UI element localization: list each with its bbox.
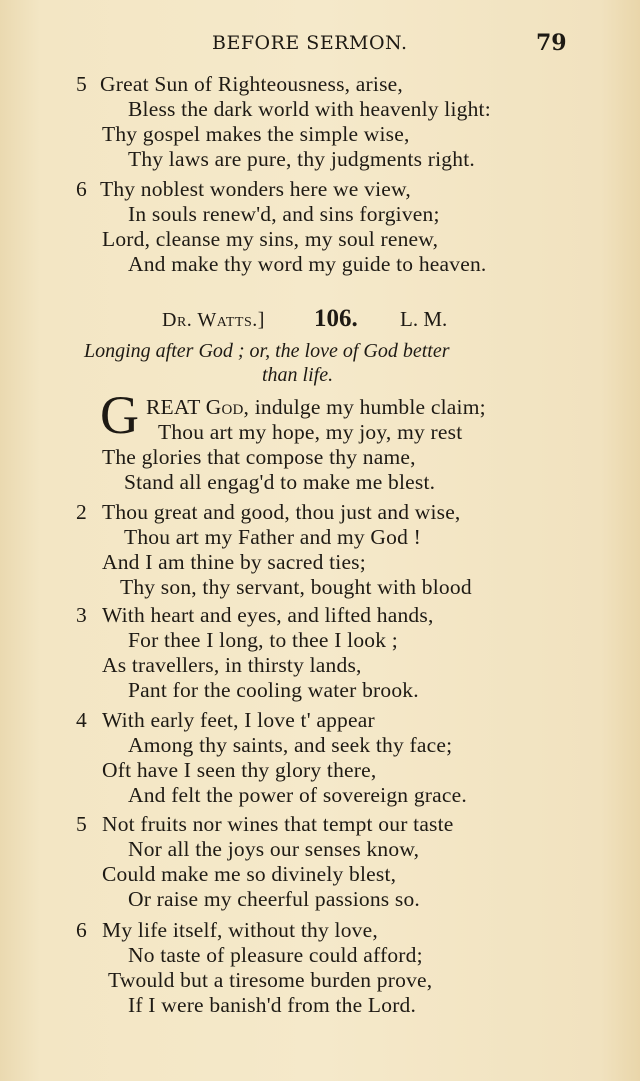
hymn-subtitle-line-2: than life.	[262, 364, 334, 386]
verse-line: Could make me so divinely blest,	[102, 862, 397, 886]
hymn-subtitle-line-1: Longing after God ; or, the love of God better	[84, 340, 450, 362]
verse-line: Thou great and good, thou just and wise,	[102, 500, 461, 524]
verse-line: Pant for the cooling water brook.	[128, 678, 419, 702]
drop-cap: G	[100, 385, 139, 445]
verse-line: No taste of pleasure could afford;	[128, 943, 423, 967]
verse-line: Thy son, thy servant, bought with blood	[120, 575, 472, 599]
verse-line: My life itself, without thy love,	[102, 918, 378, 942]
verse-line: Thy noblest wonders here we view,	[100, 177, 411, 201]
verse-line: Thy laws are pure, thy judgments right.	[128, 147, 475, 171]
verse-line: With heart and eyes, and lifted hands,	[102, 603, 434, 627]
verse-line: Great Sun of Righteousness, arise,	[100, 72, 403, 96]
first-line-rest: , indulge my humble claim;	[243, 395, 486, 419]
verse-line: Not fruits nor wines that tempt our taste	[102, 812, 454, 836]
page-number: 79	[536, 30, 567, 56]
verse-line: And make thy word my guide to heaven.	[128, 252, 487, 276]
verse-line: Oft have I seen thy glory there,	[102, 758, 377, 782]
verse-line: The glories that compose thy name,	[102, 445, 416, 469]
stanza-number: 6	[76, 177, 87, 201]
verse-line: Lord, cleanse my sins, my soul renew,	[102, 227, 439, 251]
first-line-smallcaps: God	[205, 395, 244, 419]
verse-line: Or raise my cheerful passions so.	[128, 887, 420, 911]
hymn-meter: L. M.	[400, 307, 448, 331]
verse-line: As travellers, in thirsty lands,	[102, 653, 362, 677]
stanza-number: 2	[76, 500, 87, 524]
verse-line: And felt the power of sovereign grace.	[128, 783, 467, 807]
verse-line: Among thy saints, and seek thy face;	[128, 733, 453, 757]
stanza-number: 3	[76, 603, 87, 627]
verse-line: Thy gospel makes the simple wise,	[102, 122, 410, 146]
stanza-number: 5	[76, 72, 87, 96]
verse-line: If I were banish'd from the Lord.	[128, 993, 417, 1017]
hymn-heading	[0, 305, 640, 335]
hymn-author: Dr. Watts.]	[162, 309, 265, 331]
first-word-caps: REAT	[146, 395, 201, 419]
verse-line: Twould but a tiresome burden prove,	[108, 968, 433, 992]
page-header	[0, 30, 640, 58]
verse-line	[146, 395, 486, 420]
verse-line: With early feet, I love t' appear	[102, 708, 375, 732]
running-title: BEFORE SERMON.	[212, 32, 408, 54]
verse-line: Nor all the joys our senses know,	[128, 837, 420, 861]
verse-line: Bless the dark world with heavenly light:	[128, 97, 491, 121]
verse-line: Thou art my Father and my God !	[124, 525, 421, 549]
verse-line: And I am thine by sacred ties;	[102, 550, 366, 574]
stanza-number: 6	[76, 918, 87, 942]
verse-line: For thee I long, to thee I look ;	[128, 628, 398, 652]
stanza-number: 5	[76, 812, 87, 836]
verse-line: In souls renew'd, and sins forgiven;	[128, 202, 440, 226]
stanza-number: 4	[76, 708, 87, 732]
verse-line: Thou art my hope, my joy, my rest	[158, 420, 463, 444]
hymn-number: 106.	[314, 305, 358, 332]
verse-line: Stand all engag'd to make me blest.	[124, 470, 436, 494]
